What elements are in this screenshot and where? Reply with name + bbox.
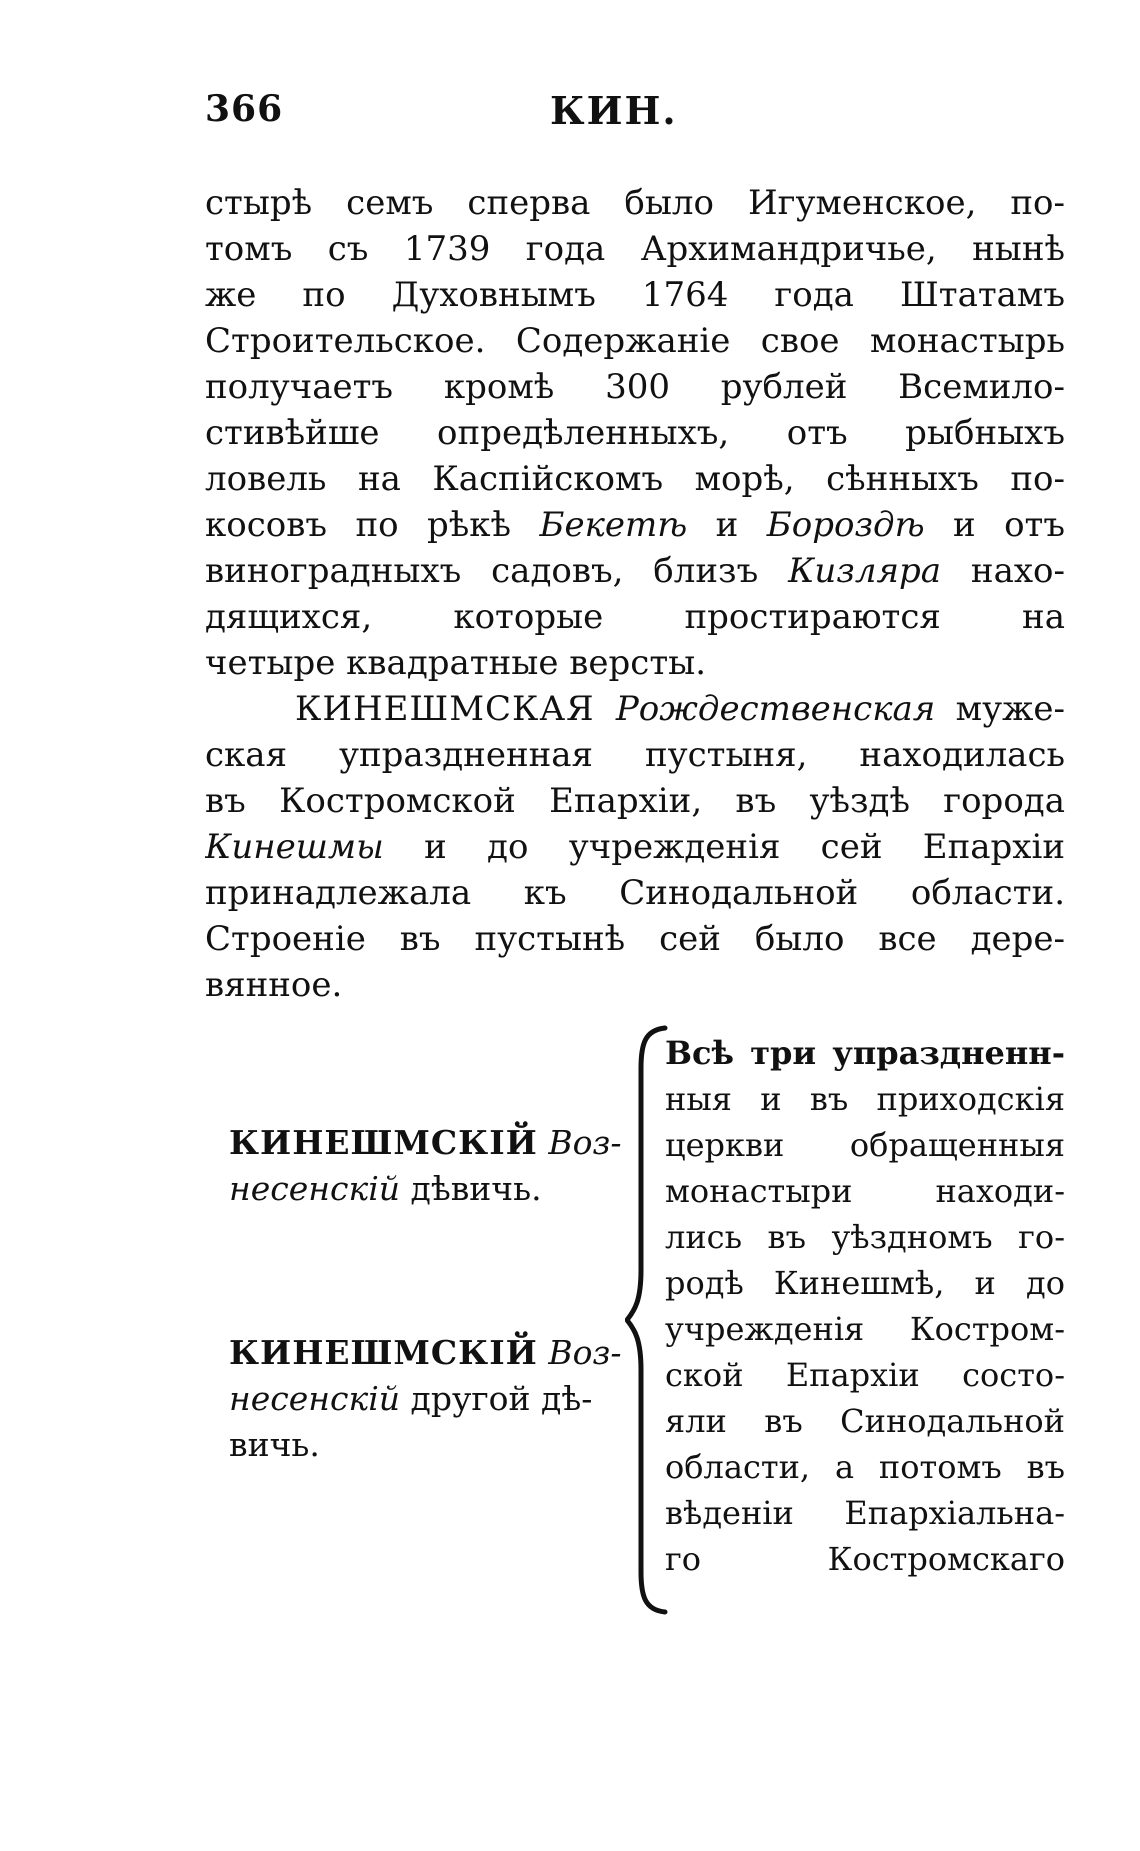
river-name: Бороздѣ (766, 505, 925, 545)
text-line: ская упраздненная пустыня, находилась (205, 735, 1065, 775)
text-line: принадлежала къ Синодальной области. (205, 873, 1065, 913)
text-line: томъ съ 1739 года Архимандричье, нынѣ (205, 229, 1065, 269)
entry-heading: КИНЕШМСКІЙ (229, 1333, 538, 1372)
entry-kineshma-convent-2: КИНЕШМСКІЙ Воз- несенскій другой дѣ- вичь. (229, 1333, 622, 1464)
shared-description-column: Всѣ три упраздненн- ныя и въ приходскія церкви обращенныя монастыри находи- лись въ уѣздномъ го- родѣ Кинешмѣ, и до учрежденія Костром- ской Епархіи состо- яли въ Синодальной области, а потомъ въ вѣденіи Епархіальна- го Костромскаго (665, 1034, 1065, 1578)
text-line: же по Духовнымъ 1764 года Штатамъ (205, 275, 1065, 315)
entry-heading: КИНЕШМСКІЙ (229, 1123, 538, 1162)
text-line: стырѣ семъ сперва было Игуменское, по- (205, 183, 1065, 223)
text-line: получаетъ кромѣ 300 рублей Всемило- (205, 367, 1065, 407)
page-header (205, 88, 1065, 148)
place-name: Кизляра (788, 551, 942, 591)
text-line: стивѣйше опредѣленныхъ, отъ рыбныхъ (205, 413, 1065, 453)
text-line: ловель на Каспійскомъ морѣ, сѣнныхъ по- (205, 459, 1065, 499)
running-head: КИН. (550, 88, 678, 133)
text-line: косовъ по рѣкѣ Бекетѣ и Бороздѣ и отъ (205, 505, 1065, 545)
entry-kineshma-convent-1: КИНЕШМСКІЙ Воз- несенскій дѣвичь. (229, 1123, 622, 1208)
entry-heading: КИНЕШМСКАЯ (295, 689, 616, 729)
text-line: виноградныхъ садовъ, близъ Кизляра нахо- (205, 551, 1065, 591)
text-line: въ Костромской Епархіи, въ уѣздѣ города (205, 781, 1065, 821)
place-name: Кинешмы (205, 827, 384, 867)
page-number: 366 (205, 88, 284, 130)
paragraph-kineshma-hermitage (205, 686, 1065, 1008)
river-name: Бекетѣ (539, 505, 688, 545)
text-line: Строительское. Содержаніе свое монастырь (205, 321, 1065, 361)
bracketed-entries (205, 1030, 1065, 1590)
text-line: Кинешмы и до учрежденія сей Епархіи (205, 827, 1065, 867)
text-line: дящихся, которые простираются на (205, 597, 1065, 637)
text-line: КИНЕШМСКАЯ Рождественская муже- (295, 689, 1065, 729)
paragraph-monastery-income (205, 180, 1065, 686)
main-text (205, 180, 1065, 1008)
entry-names-column (205, 1030, 625, 1590)
text-line: вянное. (205, 965, 343, 1005)
text-line: четыре квадратные версты. (205, 643, 707, 683)
text-line: Строеніе въ пустынѣ сей было все дере- (205, 919, 1065, 959)
